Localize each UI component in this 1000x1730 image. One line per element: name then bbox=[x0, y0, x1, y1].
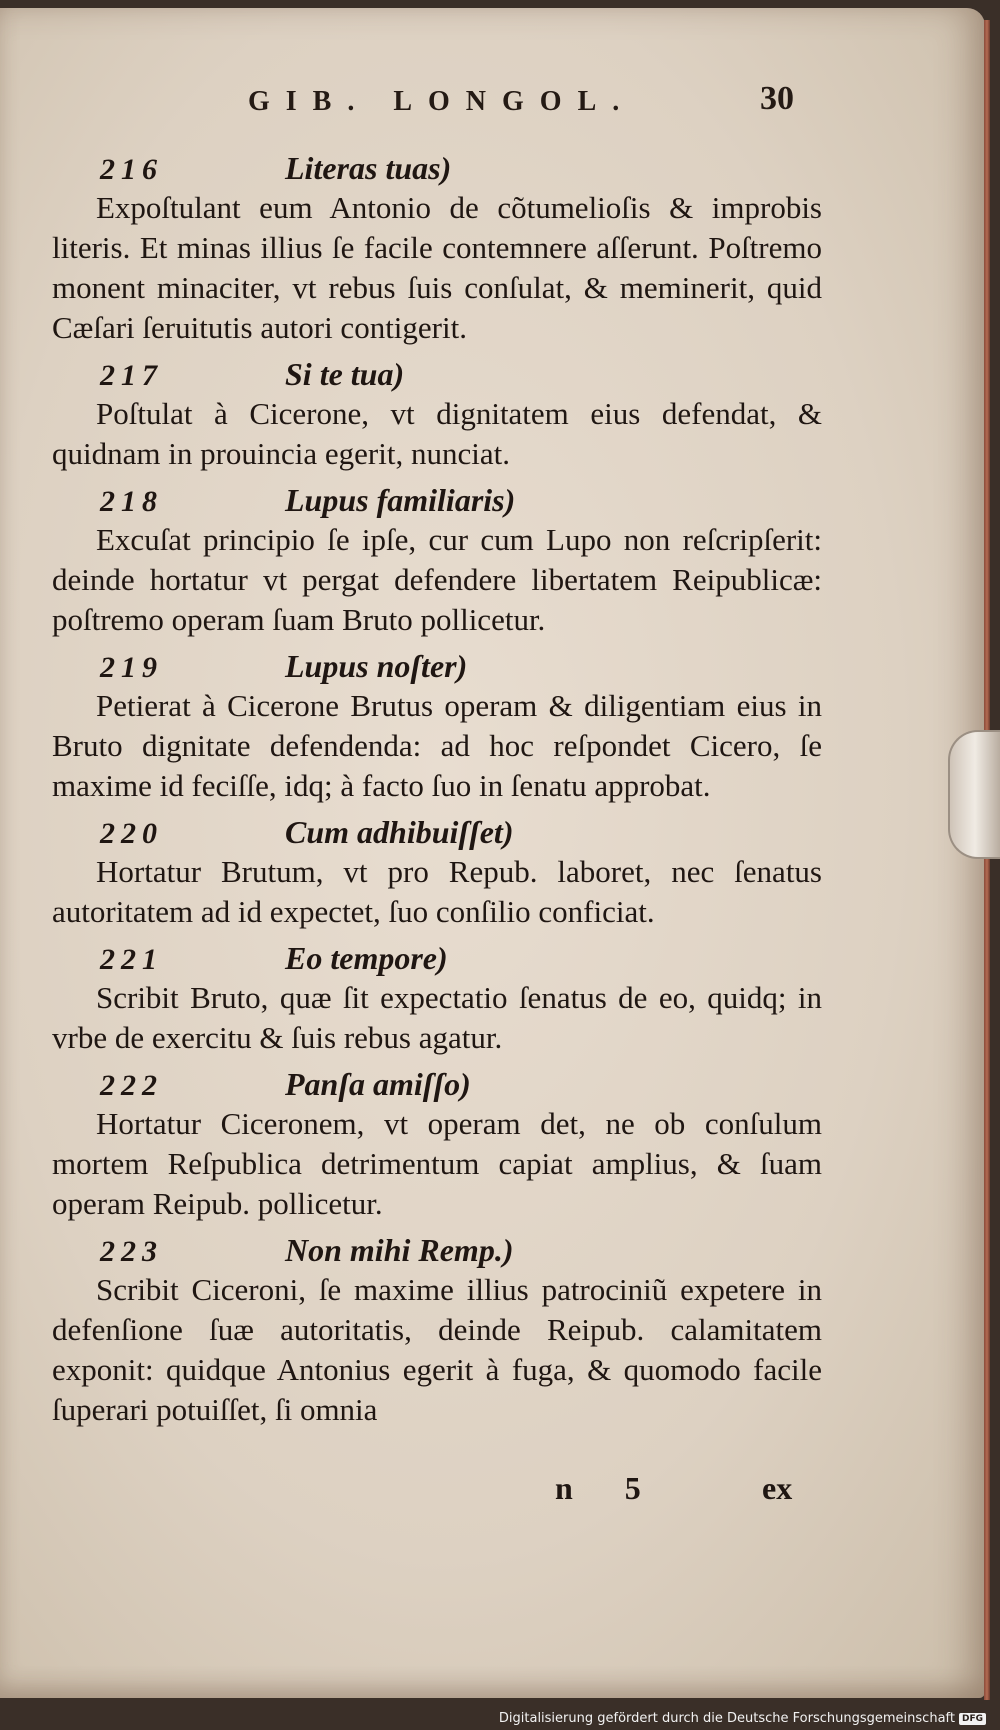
entry-218 bbox=[52, 480, 822, 640]
entry-summary: Expoſtulant eum Antonio de cõtumelioſis & improbis literis. Et minas illius ſe facile contemnere aſſerunt. Poſtremo monent minaciter, vt rebus ſuis conſulat, & meminerit, quid Cæſari ſeruitutis autori contigerit. bbox=[52, 190, 822, 345]
entry-217 bbox=[52, 354, 822, 474]
entry-number: 219 bbox=[100, 651, 163, 684]
entry-heading bbox=[52, 938, 822, 978]
entry-heading bbox=[52, 480, 822, 520]
dfg-logo-icon: DFG bbox=[959, 1713, 986, 1725]
page-header bbox=[0, 80, 985, 126]
entry-summary: Scribit Bruto, quæ ſit expectatio ſenatus de eo, quidq; in vrbe de exercitu & ſuis rebus agatur. bbox=[52, 980, 822, 1055]
entry-heading bbox=[52, 812, 822, 852]
entry-lemma: Lupus noſter) bbox=[285, 648, 468, 684]
entry-summary: Scribit Ciceroni, ſe maxime illius patrociniũ expetere in defenſione ſuæ autoritatis, deinde Reipub. calamitatem exponit: quidque Antonius egerit à fuga, & quomodo facile ſuperari potuiſſet, ſi omnia bbox=[52, 1272, 822, 1427]
entry-summary: Hortatur Ciceronem, vt operam det, ne ob conſulum mortem Reſpublica detrimentum capiat amplius, & ſuam operam Reipub. pollicetur. bbox=[52, 1106, 822, 1221]
page-clip bbox=[948, 730, 1000, 859]
page-number: 30 bbox=[760, 80, 794, 117]
running-head: GIB. LONGOL. bbox=[248, 86, 636, 117]
entry-number: 220 bbox=[100, 817, 163, 850]
entry-number: 221 bbox=[100, 943, 163, 976]
entry-lemma: Literas tuas) bbox=[285, 150, 452, 186]
entry-lemma: Panſa amiſſo) bbox=[285, 1066, 471, 1102]
book-page bbox=[0, 8, 985, 1698]
entry-219 bbox=[52, 646, 822, 806]
entry-220 bbox=[52, 812, 822, 932]
entry-summary: Hortatur Brutum, vt pro Repub. laboret, nec ſenatus autoritatem ad id expectet, ſuo conſilio conficiat. bbox=[52, 854, 822, 929]
digitization-credit bbox=[499, 1711, 986, 1726]
entry-222 bbox=[52, 1064, 822, 1224]
credit-text: Digitalisierung gefördert durch die Deutsche Forschungsgemeinschaft bbox=[498, 1711, 955, 1726]
entry-heading bbox=[52, 1064, 822, 1104]
entry-223 bbox=[52, 1230, 822, 1430]
entry-heading bbox=[52, 646, 822, 686]
text-block bbox=[52, 148, 822, 1436]
entry-lemma: Si te tua) bbox=[285, 356, 405, 392]
entry-lemma: Lupus familiaris) bbox=[285, 482, 516, 518]
page-edge bbox=[984, 20, 990, 1700]
entry-heading bbox=[52, 1230, 822, 1270]
entry-lemma: Cum adhibuiſſet) bbox=[285, 814, 514, 850]
entry-216 bbox=[52, 148, 822, 348]
entry-heading bbox=[52, 148, 822, 188]
entry-number: 218 bbox=[100, 485, 163, 518]
entry-summary: Excuſat principio ſe ipſe, cur cum Lupo non reſcripſerit: deinde hortatur vt pergat defendere libertatem Reipublicæ: poſtremo operam ſuam Bruto pollicetur. bbox=[52, 522, 822, 637]
entry-summary: Petierat à Cicerone Brutus operam & diligentiam eius in Bruto dignitate defendenda: ad hoc reſpondet Cicero, ſe maxime id feciſſe, idq; à facto ſuo in ſenatu approbat. bbox=[52, 688, 822, 803]
entry-lemma: Non mihi Remp.) bbox=[285, 1232, 514, 1268]
entry-summary: Poſtulat à Cicerone, vt dignitatem eius defendat, & quidnam in prouincia egerit, nunciat. bbox=[52, 396, 822, 471]
signature-mark: n 5 bbox=[555, 1470, 663, 1506]
entry-heading bbox=[52, 354, 822, 394]
entry-lemma: Eo tempore) bbox=[285, 940, 448, 976]
entry-number: 216 bbox=[100, 153, 163, 186]
entry-number: 217 bbox=[100, 359, 163, 392]
entry-number: 223 bbox=[100, 1235, 163, 1268]
entry-221 bbox=[52, 938, 822, 1058]
catchword: ex bbox=[762, 1470, 793, 1506]
entry-number: 222 bbox=[100, 1069, 163, 1102]
